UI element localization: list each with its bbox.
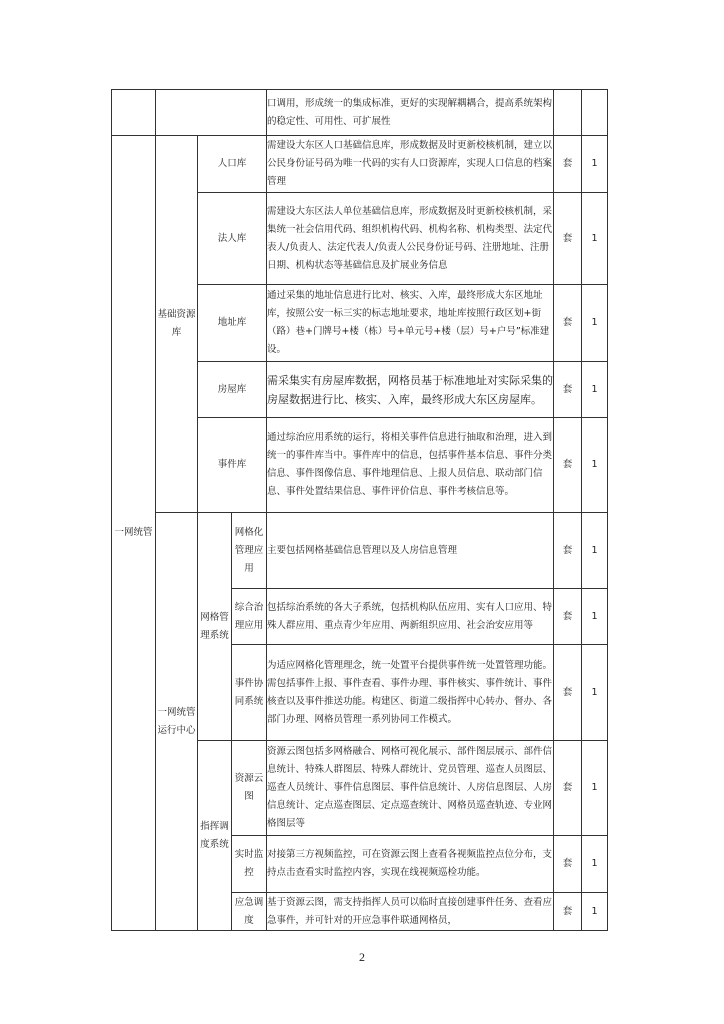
item-name: 人口库 <box>198 136 267 193</box>
item-name: 实时监控 <box>232 836 267 893</box>
empty-cell <box>582 90 608 136</box>
item-quantity: 1 <box>582 645 608 741</box>
item-description: 资源云图包括多网格融合、网格可视化展示、部件图层展示、部件信息统计、特殊人群图层、特殊人群统计、党员管理、巡查人员图层、巡查人员统计、事件信息图层、事件信息统计、人房信息图层、人房信息统计、定点巡查图层、定点巡查统计、网格员巡查轨迹、专业网格图层等 <box>267 741 554 836</box>
item-description: 基于资源云图，需支持指挥人员可以临时直接创建事件任务、查看应急事件，并可针对的开应急事件联通网格员， <box>267 893 554 931</box>
item-quantity: 1 <box>582 513 608 589</box>
empty-cell <box>112 90 156 136</box>
item-unit: 套 <box>554 362 582 418</box>
item-name: 法人库 <box>198 193 267 285</box>
item-unit: 套 <box>554 589 582 645</box>
spec-table <box>111 89 608 931</box>
item-description: 包括综治系统的各大子系统，包括机构队伍应用、实有人口应用、特殊人群应用、重点青少年应用、两新组织应用、社会治安应用等 <box>267 589 554 645</box>
item-description: 主要包括网格基础信息管理以及人房信息管理 <box>267 513 554 589</box>
table-row <box>112 513 608 589</box>
item-unit: 套 <box>554 136 582 193</box>
item-unit: 套 <box>554 193 582 285</box>
item-description: 需采集实有房屋库数据，网格员基于标准地址对实际采集的房屋数据进行比、核实、入库，最终形成大东区房屋库。 <box>267 362 554 418</box>
item-name: 房屋库 <box>198 362 267 418</box>
item-unit: 套 <box>554 836 582 893</box>
table-row <box>112 136 608 193</box>
item-quantity: 1 <box>582 836 608 893</box>
subcategory-grid-system: 网格管理系统 <box>198 513 232 741</box>
category-basic-resource-db: 基础资源库 <box>156 136 198 513</box>
item-quantity: 1 <box>582 193 608 285</box>
item-quantity: 1 <box>582 362 608 418</box>
item-description: 对接第三方视频监控，可在资源云图上查看各视频监控点位分布，支持点击查看实时监控内容，实现在线视频巡检功能。 <box>267 836 554 893</box>
table-row <box>112 90 608 136</box>
item-unit: 套 <box>554 893 582 931</box>
item-quantity: 1 <box>582 418 608 513</box>
item-description: 通过采集的地址信息进行比对、核实、入库，最终形成大东区地址库，按照公安一标三实的标志地址要求，地址库按照行政区划+街（路）巷+门牌号+楼（栋）号+单元号+楼（层）号+户号”标准建设。 <box>267 285 554 362</box>
item-quantity: 1 <box>582 589 608 645</box>
item-name: 资源云图 <box>232 741 267 836</box>
category-yiwangtongguan: 一网统管 <box>112 136 156 931</box>
item-name: 综合治理应用 <box>232 589 267 645</box>
item-name: 事件协同系统 <box>232 645 267 741</box>
item-quantity: 1 <box>582 136 608 193</box>
item-unit: 套 <box>554 741 582 836</box>
item-name: 应急调度 <box>232 893 267 931</box>
page-number: 2 <box>359 950 365 964</box>
item-quantity: 1 <box>582 893 608 931</box>
item-unit: 套 <box>554 285 582 362</box>
item-name: 地址库 <box>198 285 267 362</box>
item-unit: 套 <box>554 645 582 741</box>
empty-cell <box>554 90 582 136</box>
row-description: 口调用，形成统一的集成标准，更好的实现解耦耦合，提高系统架构的稳定性、可用性、可扩展性 <box>267 90 554 136</box>
item-quantity: 1 <box>582 741 608 836</box>
category-ops-center: 一网统管运行中心 <box>156 513 198 931</box>
item-unit: 套 <box>554 513 582 589</box>
item-name: 事件库 <box>198 418 267 513</box>
item-description: 通过综治应用系统的运行，将相关事件信息进行抽取和治理，进入到统一的事件库当中。事件库中的信息，包括事件基本信息、事件分类信息、事件图像信息、事件地理信息、上报人员信息、联动部门信息、事件处置结果信息、事件评价信息、事件考核信息等。 <box>267 418 554 513</box>
item-unit: 套 <box>554 418 582 513</box>
subcategory-dispatch-system: 指挥调度系统 <box>198 741 232 931</box>
item-quantity: 1 <box>582 285 608 362</box>
item-description: 为适应网格化管理理念，统一处置平台提供事件统一处置管理功能。需包括事件上报、事件查看、事件办理、事件核实、事件统计、事件核查以及事件推送功能。构建区、街道二级指挥中心转办、督办、各部门办理、网格员管理一系列协同工作模式。 <box>267 645 554 741</box>
item-description: 需建设大东区人口基础信息库，形成数据及时更新校核机制，建立以公民身份证号码为唯一代码的实有人口资源库，实现人口信息的档案管理 <box>267 136 554 193</box>
item-description: 需建设大东区法人单位基础信息库，形成数据及时更新校核机制，采集统一社会信用代码、组织机构代码、机构名称、机构类型、法定代表人/负责人、法定代表人/负责人公民身份证号码、注册地址、注册日期、机构状态等基础信息及扩展业务信息 <box>267 193 554 285</box>
empty-cell <box>156 90 267 136</box>
item-name: 网格化管理应用 <box>232 513 267 589</box>
